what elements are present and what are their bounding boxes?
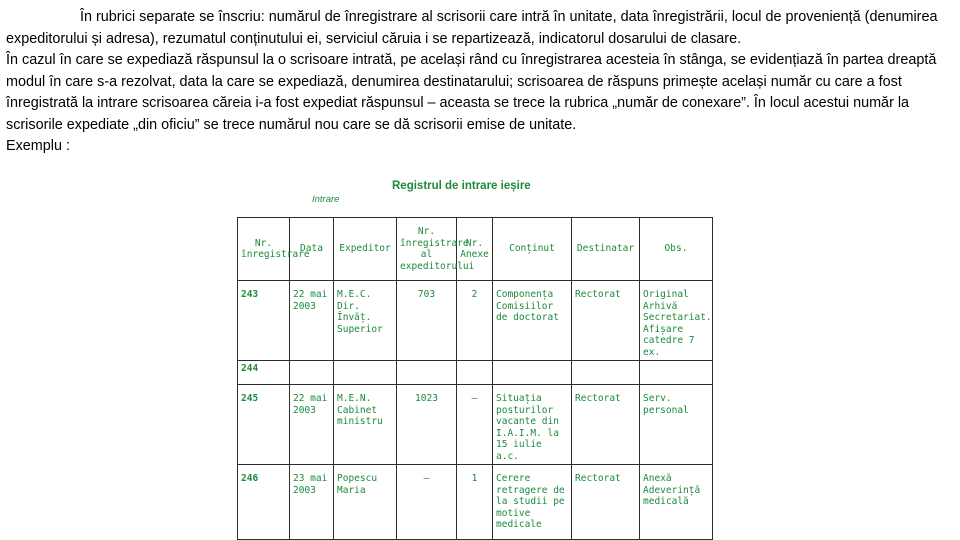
cell-continut: Cerere retragere de la studii pe motive medicale xyxy=(493,465,572,540)
cell-data: 22 mai 2003 xyxy=(290,281,334,361)
cell-data: 23 mai 2003 xyxy=(290,465,334,540)
cell-nr-expeditor: 1023 xyxy=(397,385,457,465)
header-anexe: Nr. Anexe xyxy=(457,218,493,281)
header-nr-expeditor: Nr. înregistrare al expeditorului xyxy=(397,218,457,281)
table-row xyxy=(238,281,713,361)
cell-obs: Serv. personal xyxy=(640,385,713,465)
register-table xyxy=(237,217,713,540)
cell-anexe: – xyxy=(457,385,493,465)
cell-data xyxy=(290,361,334,385)
cell-obs xyxy=(640,361,713,385)
cell-destinatar xyxy=(572,361,640,385)
cell-obs: Original Arhivă Secretariat. Afișare catedre 7 ex. xyxy=(640,281,713,361)
table-row xyxy=(238,385,713,465)
cell-continut xyxy=(493,361,572,385)
cell-expeditor xyxy=(334,361,397,385)
body-text xyxy=(6,7,954,158)
cell-destinatar: Rectorat xyxy=(572,385,640,465)
register-title: Registrul de intrare ieșire xyxy=(392,180,531,192)
register-subtitle: Intrare xyxy=(312,194,340,205)
cell-data: 22 mai 2003 xyxy=(290,385,334,465)
header-nr-inregistrare: Nr. înregistrare xyxy=(238,218,290,281)
cell-destinatar: Rectorat xyxy=(572,281,640,361)
header-data: Data xyxy=(290,218,334,281)
cell-nr: 246 xyxy=(238,465,290,540)
cell-anexe: 2 xyxy=(457,281,493,361)
header-obs: Obs. xyxy=(640,218,713,281)
cell-nr-expeditor: 703 xyxy=(397,281,457,361)
paragraph-raspuns: În cazul în care se expediază răspunsul la o scrisoare intrată, pe același rând cu înregistrarea acesteia în stânga, se evidențiază în partea dreaptă modul în care s-a rezolvat, data la care se expediază, denumirea destinatarului; scrisoarea de răspuns primește același număr cu care a fost înregistrată la intrare scrisoarea căreia i-a fost expediat răspunsul – aceasta se trece la rubrica „număr de conexare”. În locul acestui număr la scrisorile expediate „din oficiu” se trece numărul nou care se dă scrisorii emise de unitate. xyxy=(6,52,937,133)
table-row xyxy=(238,465,713,540)
cell-anexe: 1 xyxy=(457,465,493,540)
register-header-row xyxy=(238,218,713,281)
paragraph-rubrici: În rubrici separate se înscriu: numărul de înregistrare al scrisorii care intră în unitate, data înregistrării, locul de proveniență (denumirea expeditorului și adresa), rezumatul conținutului ei, serviciul căruia i se repartizează, indicatorul dosarului de clasare. xyxy=(6,9,938,47)
table-row xyxy=(238,361,713,385)
cell-nr: 244 xyxy=(238,361,290,385)
cell-expeditor: M.E.N. Cabinet ministru xyxy=(334,385,397,465)
cell-expeditor: M.E.C. Dir. Învăț. Superior xyxy=(334,281,397,361)
cell-continut: Situația posturilor vacante din I.A.I.M. la 15 iulie a.c. xyxy=(493,385,572,465)
cell-nr-expeditor: – xyxy=(397,465,457,540)
cell-anexe xyxy=(457,361,493,385)
cell-continut: Componența Comisiilor de doctorat xyxy=(493,281,572,361)
cell-expeditor: Popescu Maria xyxy=(334,465,397,540)
cell-destinatar: Rectorat xyxy=(572,465,640,540)
paragraph-exemplu: Exemplu : xyxy=(6,138,70,154)
header-destinatar: Destinatar xyxy=(572,218,640,281)
header-continut: Conținut xyxy=(493,218,572,281)
cell-nr: 245 xyxy=(238,385,290,465)
cell-nr-expeditor xyxy=(397,361,457,385)
header-expeditor: Expeditor xyxy=(334,218,397,281)
cell-obs: Anexă Adeverință medicală xyxy=(640,465,713,540)
cell-nr: 243 xyxy=(238,281,290,361)
